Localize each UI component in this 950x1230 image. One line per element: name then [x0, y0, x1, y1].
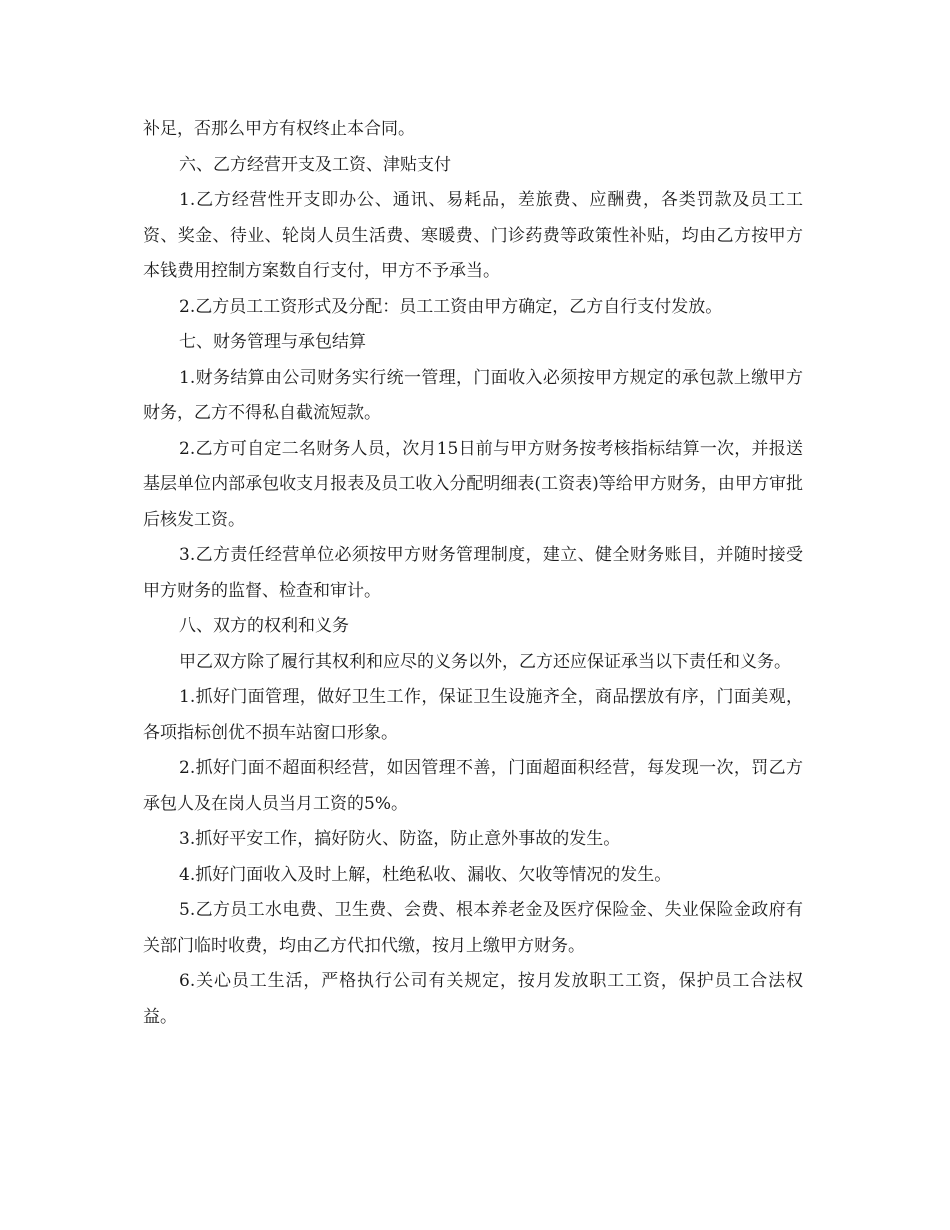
paragraph-seven-2: 2.乙方可自定二名财务人员，次月15日前与甲方财务按考核指标结算一次，并报送基层单位内部承包收支月报表及员工收入分配明细表(工资表)等给甲方财务，由甲方审批后核发工资。 [143, 438, 803, 530]
paragraph-eight-3: 3.抓好平安工作，搞好防火、防盗，防止意外事故的发生。 [179, 829, 621, 849]
document-body [143, 112, 803, 1035]
paragraph-six-2: 2.乙方员工工资形式及分配：员工工资由甲方确定，乙方自行支付发放。 [179, 296, 723, 317]
paragraph-seven-1: 1.财务结算由公司财务实行统一管理，门面收入必须按甲方规定的承包款上缴甲方财务，乙方不得私自截流短款。 [143, 367, 803, 423]
paragraph-eight-5: 5.乙方员工水电费、卫生费、会费、根本养老金及医疗保险金、失业保险金政府有关部门临时收费，均由乙方代扣代缴，按月上缴甲方财务。 [143, 900, 803, 956]
paragraph-six-1: 1.乙方经营性开支即办公、通讯、易耗品，差旅费、应酬费，各类罚款及员工工资、奖金、待业、轮岗人员生活费、寒暖费、门诊药费等政策性补贴，均由乙方按甲方本钱费用控制方案数自行支付，甲方不予承当。 [143, 190, 803, 281]
section-heading-eight: 八、双方的权利和义务 [179, 616, 349, 636]
section-heading-six: 六、乙方经营开支及工资、津贴支付 [179, 154, 451, 175]
paragraph-eight-1: 1.抓好门面管理，做好卫生工作，保证卫生设施齐全，商品摆放有序，门面美观，各项指标创优不损车站窗口形象。 [143, 687, 803, 743]
section-heading-seven: 七、财务管理与承包结算 [179, 332, 366, 352]
paragraph-continuation: 补足，否那么甲方有权终止本合同。 [143, 119, 415, 139]
paragraph-eight-4: 4.抓好门面收入及时上解，杜绝私收、漏收、欠收等情况的发生。 [179, 864, 672, 885]
paragraph-seven-3: 3.乙方责任经营单位必须按甲方财务管理制度，建立、健全财务账目，并随时接受甲方财务的监督、检查和审计。 [143, 545, 803, 601]
paragraph-eight-intro: 甲乙双方除了履行其权利和应尽的义务以外，乙方还应保证承当以下责任和义务。 [179, 651, 791, 672]
paragraph-eight-2: 2.抓好门面不超面积经营，如因管理不善，门面超面积经营，每发现一次，罚乙方承包人及在岗人员当月工资的5%。 [143, 758, 803, 814]
paragraph-eight-6: 6.关心员工生活，严格执行公司有关规定，按月发放职工工资，保护员工合法权益。 [143, 971, 803, 1027]
